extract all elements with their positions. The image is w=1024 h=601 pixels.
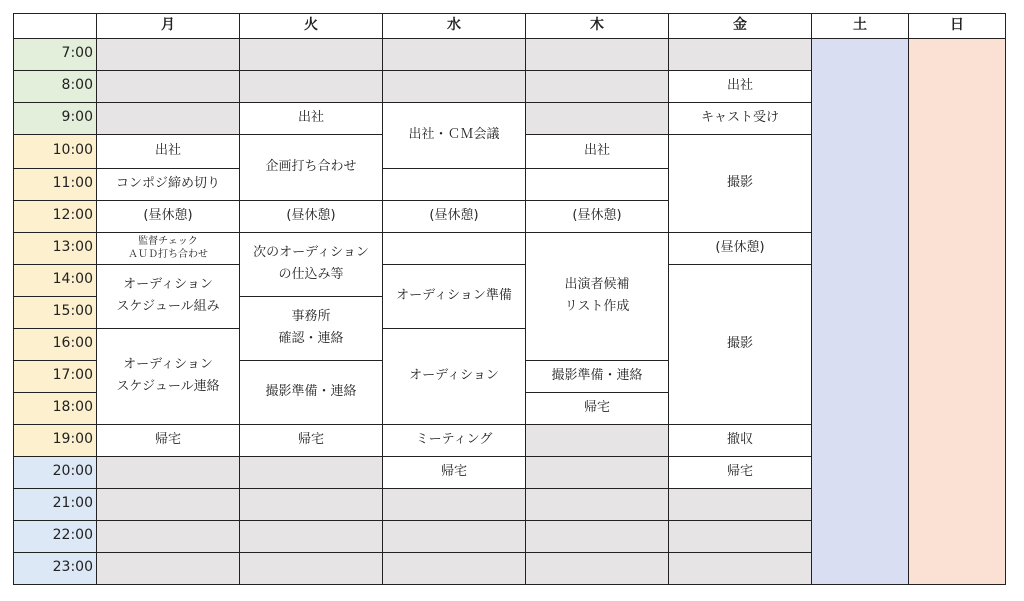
empty-slot (97, 456, 240, 488)
empty-slot (669, 552, 812, 584)
empty-slot (97, 552, 240, 584)
time-label: 14:00 (14, 264, 97, 296)
time-label: 9:00 (14, 102, 97, 134)
header-corner (14, 14, 97, 39)
mon-lunch: (昼休憩) (97, 200, 240, 232)
thu-cast-list (526, 232, 669, 360)
header-tuesday: 火 (240, 14, 383, 39)
empty-slot (383, 488, 526, 520)
empty-slot (240, 38, 383, 70)
empty-slot (240, 552, 383, 584)
mon-audition-contact (97, 328, 240, 424)
fri-teardown: 撤収 (669, 424, 812, 456)
time-label: 7:00 (14, 38, 97, 70)
time-label: 20:00 (14, 456, 97, 488)
empty-slot (526, 102, 669, 134)
time-label: 10:00 (14, 134, 97, 168)
wed-meeting: ミーティング (383, 424, 526, 456)
tue-office-line1: 事務所 (291, 309, 331, 325)
tue-shoot-prep: 撮影準備・連絡 (240, 360, 383, 424)
header-saturday: 土 (812, 14, 909, 39)
tue-lunch: (昼休憩) (240, 200, 383, 232)
time-label: 12:00 (14, 200, 97, 232)
empty-slot (526, 70, 669, 102)
tue-shussha: 出社 (240, 102, 383, 134)
empty-slot (383, 520, 526, 552)
header-row (14, 14, 1006, 39)
empty-slot (526, 552, 669, 584)
thu-cast-line2: リスト作成 (564, 299, 630, 315)
empty-slot (97, 70, 240, 102)
fri-lunch: (昼休憩) (669, 232, 812, 264)
fri-kitaku: 帰宅 (669, 456, 812, 488)
saturday-column (812, 38, 909, 584)
empty-slot (526, 456, 669, 488)
time-label: 16:00 (14, 328, 97, 360)
empty-slot (526, 38, 669, 70)
tue-next-audition-prep (240, 232, 383, 296)
empty-slot (526, 520, 669, 552)
fri-shussha: 出社 (669, 70, 812, 102)
empty-slot (526, 488, 669, 520)
fri-cast-receive: キャスト受け (669, 102, 812, 134)
mon-compo-deadline: コンポジ締め切り (97, 168, 240, 200)
tue-office-line2: 確認・連絡 (278, 331, 344, 347)
empty-slot (97, 488, 240, 520)
empty-slot (669, 38, 812, 70)
mon-audition-schedule (97, 264, 240, 328)
header-thursday: 木 (526, 14, 669, 39)
fri-shoot-afternoon: 撮影 (669, 264, 812, 424)
time-label: 11:00 (14, 168, 97, 200)
time-label: 18:00 (14, 392, 97, 424)
time-label: 22:00 (14, 520, 97, 552)
mon-check-line1: 監督チェック (138, 235, 198, 247)
thu-shoot-prep: 撮影準備・連絡 (526, 360, 669, 392)
empty-slot (669, 520, 812, 552)
tue-office-check (240, 296, 383, 360)
mon-kitaku: 帰宅 (97, 424, 240, 456)
thu-kitaku: 帰宅 (526, 392, 669, 424)
empty-slot (526, 424, 669, 456)
wed-audition: オーディション (383, 328, 526, 424)
row-0700 (14, 38, 1006, 70)
time-label: 17:00 (14, 360, 97, 392)
mon-audcontact-line2: スケジュール連絡 (116, 379, 220, 395)
mon-audsched-line1: オーディション (123, 277, 213, 293)
empty-slot (383, 70, 526, 102)
header-monday: 月 (97, 14, 240, 39)
empty-slot (383, 38, 526, 70)
tue-prep-line1: 次のオーディション (253, 245, 369, 261)
empty-slot (383, 552, 526, 584)
mon-audsched-line2: スケジュール組み (116, 299, 220, 315)
tue-planning-meeting: 企画打ち合わせ (240, 134, 383, 200)
mon-shussha: 出社 (97, 134, 240, 168)
empty-slot (526, 168, 669, 200)
tue-kitaku: 帰宅 (240, 424, 383, 456)
empty-slot (383, 168, 526, 200)
empty-slot (240, 456, 383, 488)
weekly-schedule-table (13, 13, 1006, 585)
fri-shoot-morning: 撮影 (669, 134, 812, 232)
empty-slot (383, 232, 526, 264)
thu-cast-line1: 出演者候補 (564, 277, 630, 293)
time-label: 23:00 (14, 552, 97, 584)
time-label: 15:00 (14, 296, 97, 328)
empty-slot (240, 520, 383, 552)
time-label: 19:00 (14, 424, 97, 456)
sunday-column (909, 38, 1006, 584)
wed-kitaku: 帰宅 (383, 456, 526, 488)
time-label: 21:00 (14, 488, 97, 520)
empty-slot (240, 70, 383, 102)
wed-cm-meeting: 出社・ＣＭ会議 (383, 102, 526, 168)
mon-audcontact-line1: オーディション (123, 357, 213, 373)
thu-lunch: (昼休憩) (526, 200, 669, 232)
header-sunday: 日 (909, 14, 1006, 39)
header-wednesday: 水 (383, 14, 526, 39)
empty-slot (97, 520, 240, 552)
thu-shussha: 出社 (526, 134, 669, 168)
mon-director-check (97, 232, 240, 264)
header-friday: 金 (669, 14, 812, 39)
wed-audition-prep: オーディション準備 (383, 264, 526, 328)
time-label: 13:00 (14, 232, 97, 264)
empty-slot (240, 488, 383, 520)
empty-slot (97, 102, 240, 134)
time-label: 8:00 (14, 70, 97, 102)
wed-lunch: (昼休憩) (383, 200, 526, 232)
mon-check-line2: ＡＵＤ打ち合わせ (128, 249, 208, 261)
empty-slot (97, 38, 240, 70)
empty-slot (669, 488, 812, 520)
tue-prep-line2: の仕込み等 (278, 267, 344, 283)
